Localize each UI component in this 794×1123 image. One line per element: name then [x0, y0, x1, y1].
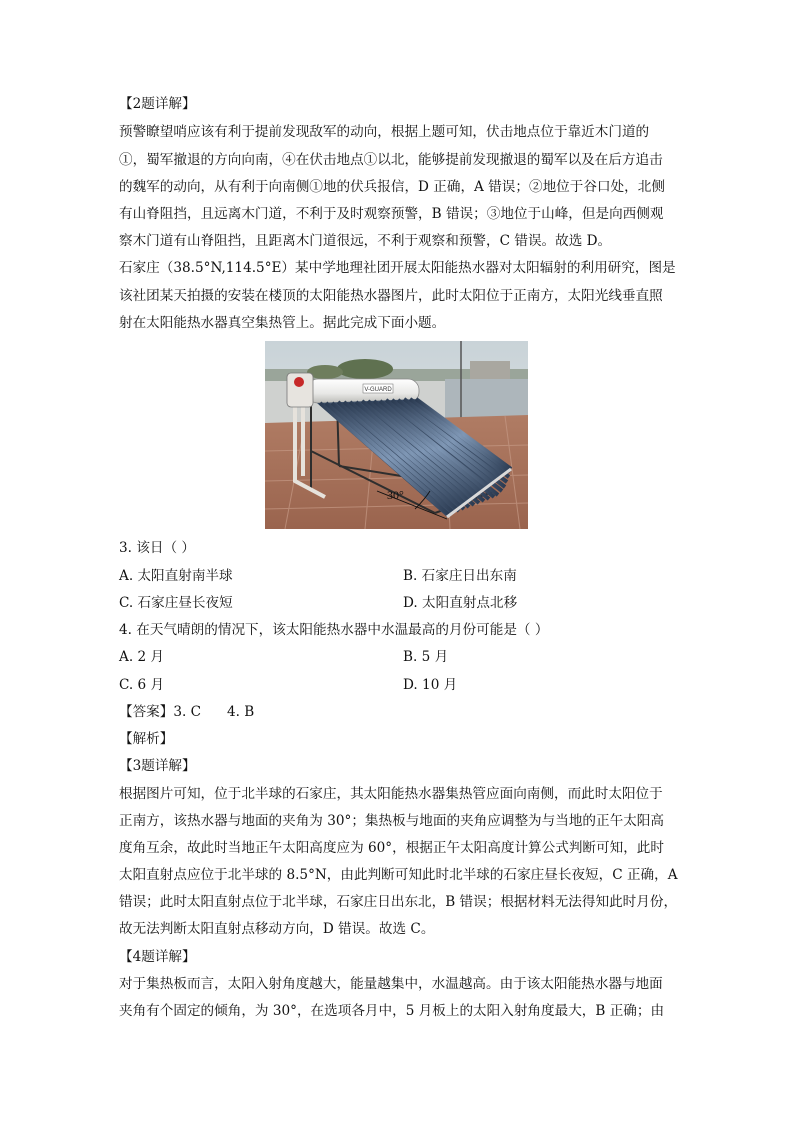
section-q4-heading: 【4题详解】: [119, 949, 196, 965]
analysis-heading: 【解析】: [119, 731, 174, 747]
q3-option-c: C. 石家庄昼长夜短: [119, 595, 233, 611]
answer-line: 【答案】3. C 4. B: [119, 704, 255, 720]
section-q3-line: 根据图片可知，位于北半球的石家庄，其太阳能热水器集热管应面向南侧，而此时太阳位于: [119, 786, 663, 802]
q4-option-b: B. 5 月: [403, 649, 449, 665]
intro-line: 该社团某天拍摄的安装在楼顶的太阳能热水器图片，此时太阳位于正南方，太阳光线垂直照: [119, 288, 663, 304]
section-q4-line: 对于集热板而言，太阳入射角度越大，能量越集中，水温越高。由于该太阳能热水器与地面: [119, 976, 663, 992]
section-q2-line: 预警瞭望哨应该有利于提前发现敌军的动向，根据上题可知，伏击地点位于靠近木门道的: [119, 124, 650, 140]
section-q3-line: 度角互余，故此时当地正午太阳高度应为 60°，根据正午太阳高度计算公式判断可知，此时: [119, 840, 664, 856]
q3-option-a: A. 太阳直射南半球: [119, 568, 233, 584]
brand-label: V-GUARD: [364, 387, 392, 393]
solar-heater-photo: [265, 341, 528, 529]
q4-option-a: A. 2 月: [119, 649, 165, 665]
q3-option-b: B. 石家庄日出东南: [403, 568, 517, 584]
section-q2-line: 的魏军的动向，从有利于向南侧①地的伏兵报信，D 正确，A 错误；②地位于谷口处，北侧: [119, 179, 665, 195]
q4-option-c: C. 6 月: [119, 677, 165, 693]
intro-line: 射在太阳能热水器真空集热管上。据此完成下面小题。: [119, 315, 446, 331]
section-q2-line: 察木门道有山脊阻挡，且距离木门道很远，不利于观察和预警，C 错误。故选 D。: [119, 233, 612, 249]
intro-line: 石家庄（38.5°N,114.5°E）某中学地理社团开展太阳能热水器对太阳辐射的利用研究，图是: [119, 260, 676, 276]
section-q3-line: 正南方，该热水器与地面的夹角为 30°；集热板与地面的夹角应调整为与当地的正午太阳高: [119, 813, 664, 829]
q4-option-d: D. 10 月: [403, 677, 458, 693]
q3-stem: 3. 该日（ ）: [119, 540, 195, 556]
angle-label: 30°: [387, 488, 404, 502]
section-q4-line: 夹角有个固定的倾角，为 30°，在选项各月中，5 月板上的太阳入射角度最大，B 正确；由: [119, 1003, 665, 1019]
section-q2-line: ①，蜀军撤退的方向向南，④在伏击地点①以北，能够提前发现撤退的蜀军以及在后方追击: [119, 152, 663, 168]
section-q3-line: 故无法判断太阳直射点移动方向，D 错误。故选 C。: [119, 921, 435, 937]
section-q2-line: 有山脊阻挡，且远离木门道，不利于及时观察预警，B 错误；③地位于山峰，但是向西侧观: [119, 206, 664, 222]
section-q3-line: 错误；此时太阳直射点位于北半球，石家庄日出东北，B 错误；根据材料无法得知此时月份，: [119, 894, 678, 910]
q3-option-d: D. 太阳直射点北移: [403, 595, 518, 611]
section-q3-heading: 【3题详解】: [119, 758, 196, 774]
section-q2-heading: 【2题详解】: [119, 96, 196, 112]
section-q3-line: 太阳直射点应位于北半球的 8.5°N，由此判断可知此时北半球的石家庄昼长夜短，C 正确，A: [119, 867, 678, 883]
q4-stem: 4. 在天气晴朗的情况下，该太阳能热水器中水温最高的月份可能是（ ）: [119, 622, 549, 638]
